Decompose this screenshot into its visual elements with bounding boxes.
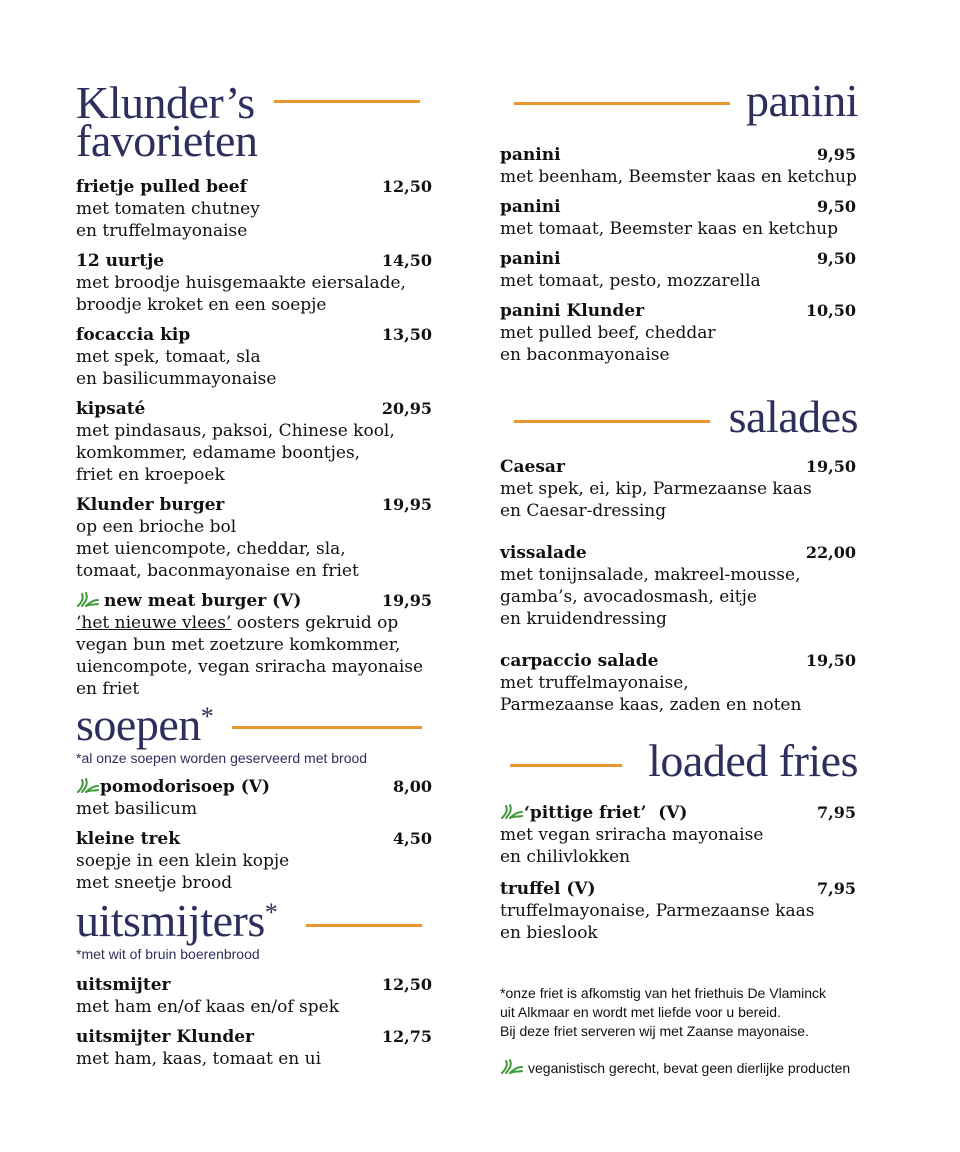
item-desc: met spek, ei, kip, Parmezaanse kaas [500, 479, 812, 499]
item-name: pomodorisoep (V) [100, 777, 270, 797]
footnote-line: *onze friet is afkomstig van het friethuis De Vlaminck [500, 985, 827, 1001]
menu-item [76, 250, 436, 316]
item-price: 7,95 [817, 879, 856, 898]
menu-item [76, 1026, 436, 1070]
item-desc: tomaat, baconmayonaise en friet [76, 561, 359, 581]
item-name: focaccia kip [76, 325, 191, 345]
item-price: 12,75 [381, 1027, 432, 1046]
item-desc: met sneetje brood [76, 873, 233, 893]
menu-item [76, 974, 436, 1018]
item-name: uitsmijter Klunder [76, 1027, 254, 1047]
section-rule [274, 100, 420, 103]
footnote-line: Bij deze friet serveren wij met Zaanse mayonaise. [500, 1023, 809, 1039]
item-name: Klunder burger [76, 495, 225, 515]
item-desc: vegan bun met zoetzure komkommer, [76, 635, 401, 655]
item-desc: met tomaat, Beemster kaas en ketchup [500, 219, 838, 239]
item-price: 10,50 [805, 301, 856, 320]
item-desc: met tomaten chutney [76, 199, 260, 219]
item-price: 7,95 [817, 803, 856, 822]
section-title: uitsmijters [76, 895, 265, 946]
section-title-line2: favorieten [76, 115, 258, 166]
item-name: panini [500, 145, 561, 165]
item-price: 9,50 [817, 197, 856, 216]
legend-text: veganistisch gerecht, bevat geen dierlijke producten [528, 1060, 851, 1076]
leaf-icon [500, 804, 524, 820]
panini-items [500, 144, 860, 366]
menu-item [500, 878, 860, 944]
menu-item [76, 494, 436, 582]
item-desc: met broodje huisgemaakte eiersalade, [76, 273, 406, 293]
right-column [500, 75, 860, 1078]
menu-item-vegan [76, 590, 436, 700]
item-name: ‘pittige friet’ (V) [524, 803, 688, 823]
section-title: panini [746, 75, 858, 126]
item-price: 12,50 [381, 177, 432, 196]
item-desc: en basilicummayonaise [76, 369, 277, 389]
item-desc: oosters gekruid op [231, 613, 399, 633]
section-header-panini [500, 75, 860, 136]
item-name: panini Klunder [500, 301, 645, 321]
item-price: 8,00 [393, 777, 432, 796]
item-price: 13,50 [381, 325, 432, 344]
section-title-line1: Klunder’s [76, 77, 255, 128]
item-desc: met uiencompote, cheddar, sla, [76, 539, 346, 559]
soepen-items [76, 776, 436, 894]
item-desc: uiencompote, vegan sriracha mayonaise [76, 657, 424, 677]
item-desc: en friet [76, 679, 140, 699]
item-desc: friet en kroepoek [76, 465, 225, 485]
item-price: 4,50 [393, 829, 432, 848]
item-desc: met tonijnsalade, makreel-mousse, [500, 565, 801, 585]
section-title: salades [728, 391, 858, 442]
item-price: 9,50 [817, 249, 856, 268]
item-desc: met vegan sriracha mayonaise [500, 825, 764, 845]
item-name: kipsaté [76, 399, 146, 419]
leaf-icon [76, 778, 100, 794]
section-header-favorieten [76, 70, 436, 166]
item-desc: komkommer, edamame boontjes, [76, 443, 361, 463]
section-header-loaded-fries [500, 736, 860, 794]
menu-item [500, 542, 860, 630]
item-price: 19,50 [805, 457, 856, 476]
item-desc: soepje in een klein kopje [76, 851, 290, 871]
section-header-salades [500, 388, 860, 448]
section-note: *met wit of bruin boerenbrood [76, 946, 260, 962]
item-desc: broodje kroket en een soepje [76, 295, 327, 315]
item-desc: en bieslook [500, 923, 598, 943]
item-desc: met beenham, Beemster kaas en ketchup [500, 167, 857, 187]
item-price: 20,95 [381, 399, 432, 418]
menu-item [500, 144, 860, 188]
item-desc: met basilicum [76, 799, 198, 819]
item-desc: met pindasaus, paksoi, Chinese kool, [76, 421, 395, 441]
item-desc: en chilivlokken [500, 847, 631, 867]
loaded-fries-items [500, 802, 860, 944]
item-desc: met ham, kaas, tomaat en ui [76, 1049, 322, 1069]
section-title: loaded fries [648, 735, 858, 786]
item-desc: met pulled beef, cheddar [500, 323, 716, 343]
section-note: *al onze soepen worden geserveerd met brood [76, 750, 368, 766]
item-desc: en Caesar-dressing [500, 501, 667, 521]
menu-item [500, 300, 860, 366]
item-name: truffel (V) [500, 879, 596, 899]
section-rule [514, 102, 730, 105]
vegan-legend [500, 1059, 860, 1078]
item-desc: met truffelmayonaise, [500, 673, 689, 693]
item-desc: gamba’s, avocadosmash, eitje [500, 587, 757, 607]
section-title: soepen [76, 699, 201, 750]
menu-item [76, 828, 436, 894]
section-rule [514, 420, 710, 423]
item-name: uitsmijter [76, 975, 171, 995]
leaf-icon [500, 1059, 524, 1075]
item-price: 19,50 [805, 651, 856, 670]
section-header-uitsmijters [76, 895, 436, 946]
fries-footnote [500, 984, 860, 1041]
item-name: frietje pulled beef [76, 177, 247, 197]
item-desc-underlined: ‘het nieuwe vlees’ [76, 613, 232, 633]
item-name: vissalade [500, 543, 587, 563]
item-desc: en truffelmayonaise [76, 221, 248, 241]
item-desc: met ham en/of kaas en/of spek [76, 997, 340, 1017]
left-column [76, 70, 436, 1070]
salades-items [500, 456, 860, 716]
item-name: new meat burger (V) [104, 591, 302, 611]
item-desc: truffelmayonaise, Parmezaanse kaas [500, 901, 815, 921]
item-price: 22,00 [805, 543, 856, 562]
menu-item [500, 196, 860, 240]
asterisk: * [200, 702, 214, 731]
item-name: Caesar [500, 457, 565, 477]
item-price: 14,50 [381, 251, 432, 270]
item-name: panini [500, 197, 561, 217]
favorieten-items [76, 176, 436, 700]
item-desc: met tomaat, pesto, mozzarella [500, 271, 761, 291]
menu-item [500, 650, 860, 716]
item-name: kleine trek [76, 829, 181, 849]
item-price: 9,95 [817, 145, 856, 164]
section-header-soepen [76, 699, 436, 750]
item-price: 19,95 [381, 591, 432, 610]
item-name: carpaccio salade [500, 651, 659, 671]
item-desc: Parmezaanse kaas, zaden en noten [500, 695, 802, 715]
section-rule [510, 764, 622, 767]
menu-item-vegan [500, 802, 860, 868]
item-desc: en kruidendressing [500, 609, 667, 629]
item-desc: op een brioche bol [76, 517, 237, 537]
item-name: 12 uurtje [76, 251, 165, 271]
menu-item [76, 176, 436, 242]
menu-item-vegan [76, 776, 436, 820]
item-desc: met spek, tomaat, sla [76, 347, 261, 367]
footnote-line: uit Alkmaar en wordt met liefde voor u bereid. [500, 1004, 781, 1020]
item-price: 12,50 [381, 975, 432, 994]
item-price: 19,95 [381, 495, 432, 514]
item-desc: en baconmayonaise [500, 345, 670, 365]
uitsmijters-items [76, 974, 436, 1070]
item-name: panini [500, 249, 561, 269]
menu-item [500, 456, 860, 522]
section-rule [306, 924, 422, 927]
menu-item [76, 398, 436, 486]
menu-item [500, 248, 860, 292]
asterisk: * [264, 898, 278, 927]
section-rule [232, 726, 422, 729]
leaf-icon [76, 592, 100, 608]
menu-item [76, 324, 436, 390]
